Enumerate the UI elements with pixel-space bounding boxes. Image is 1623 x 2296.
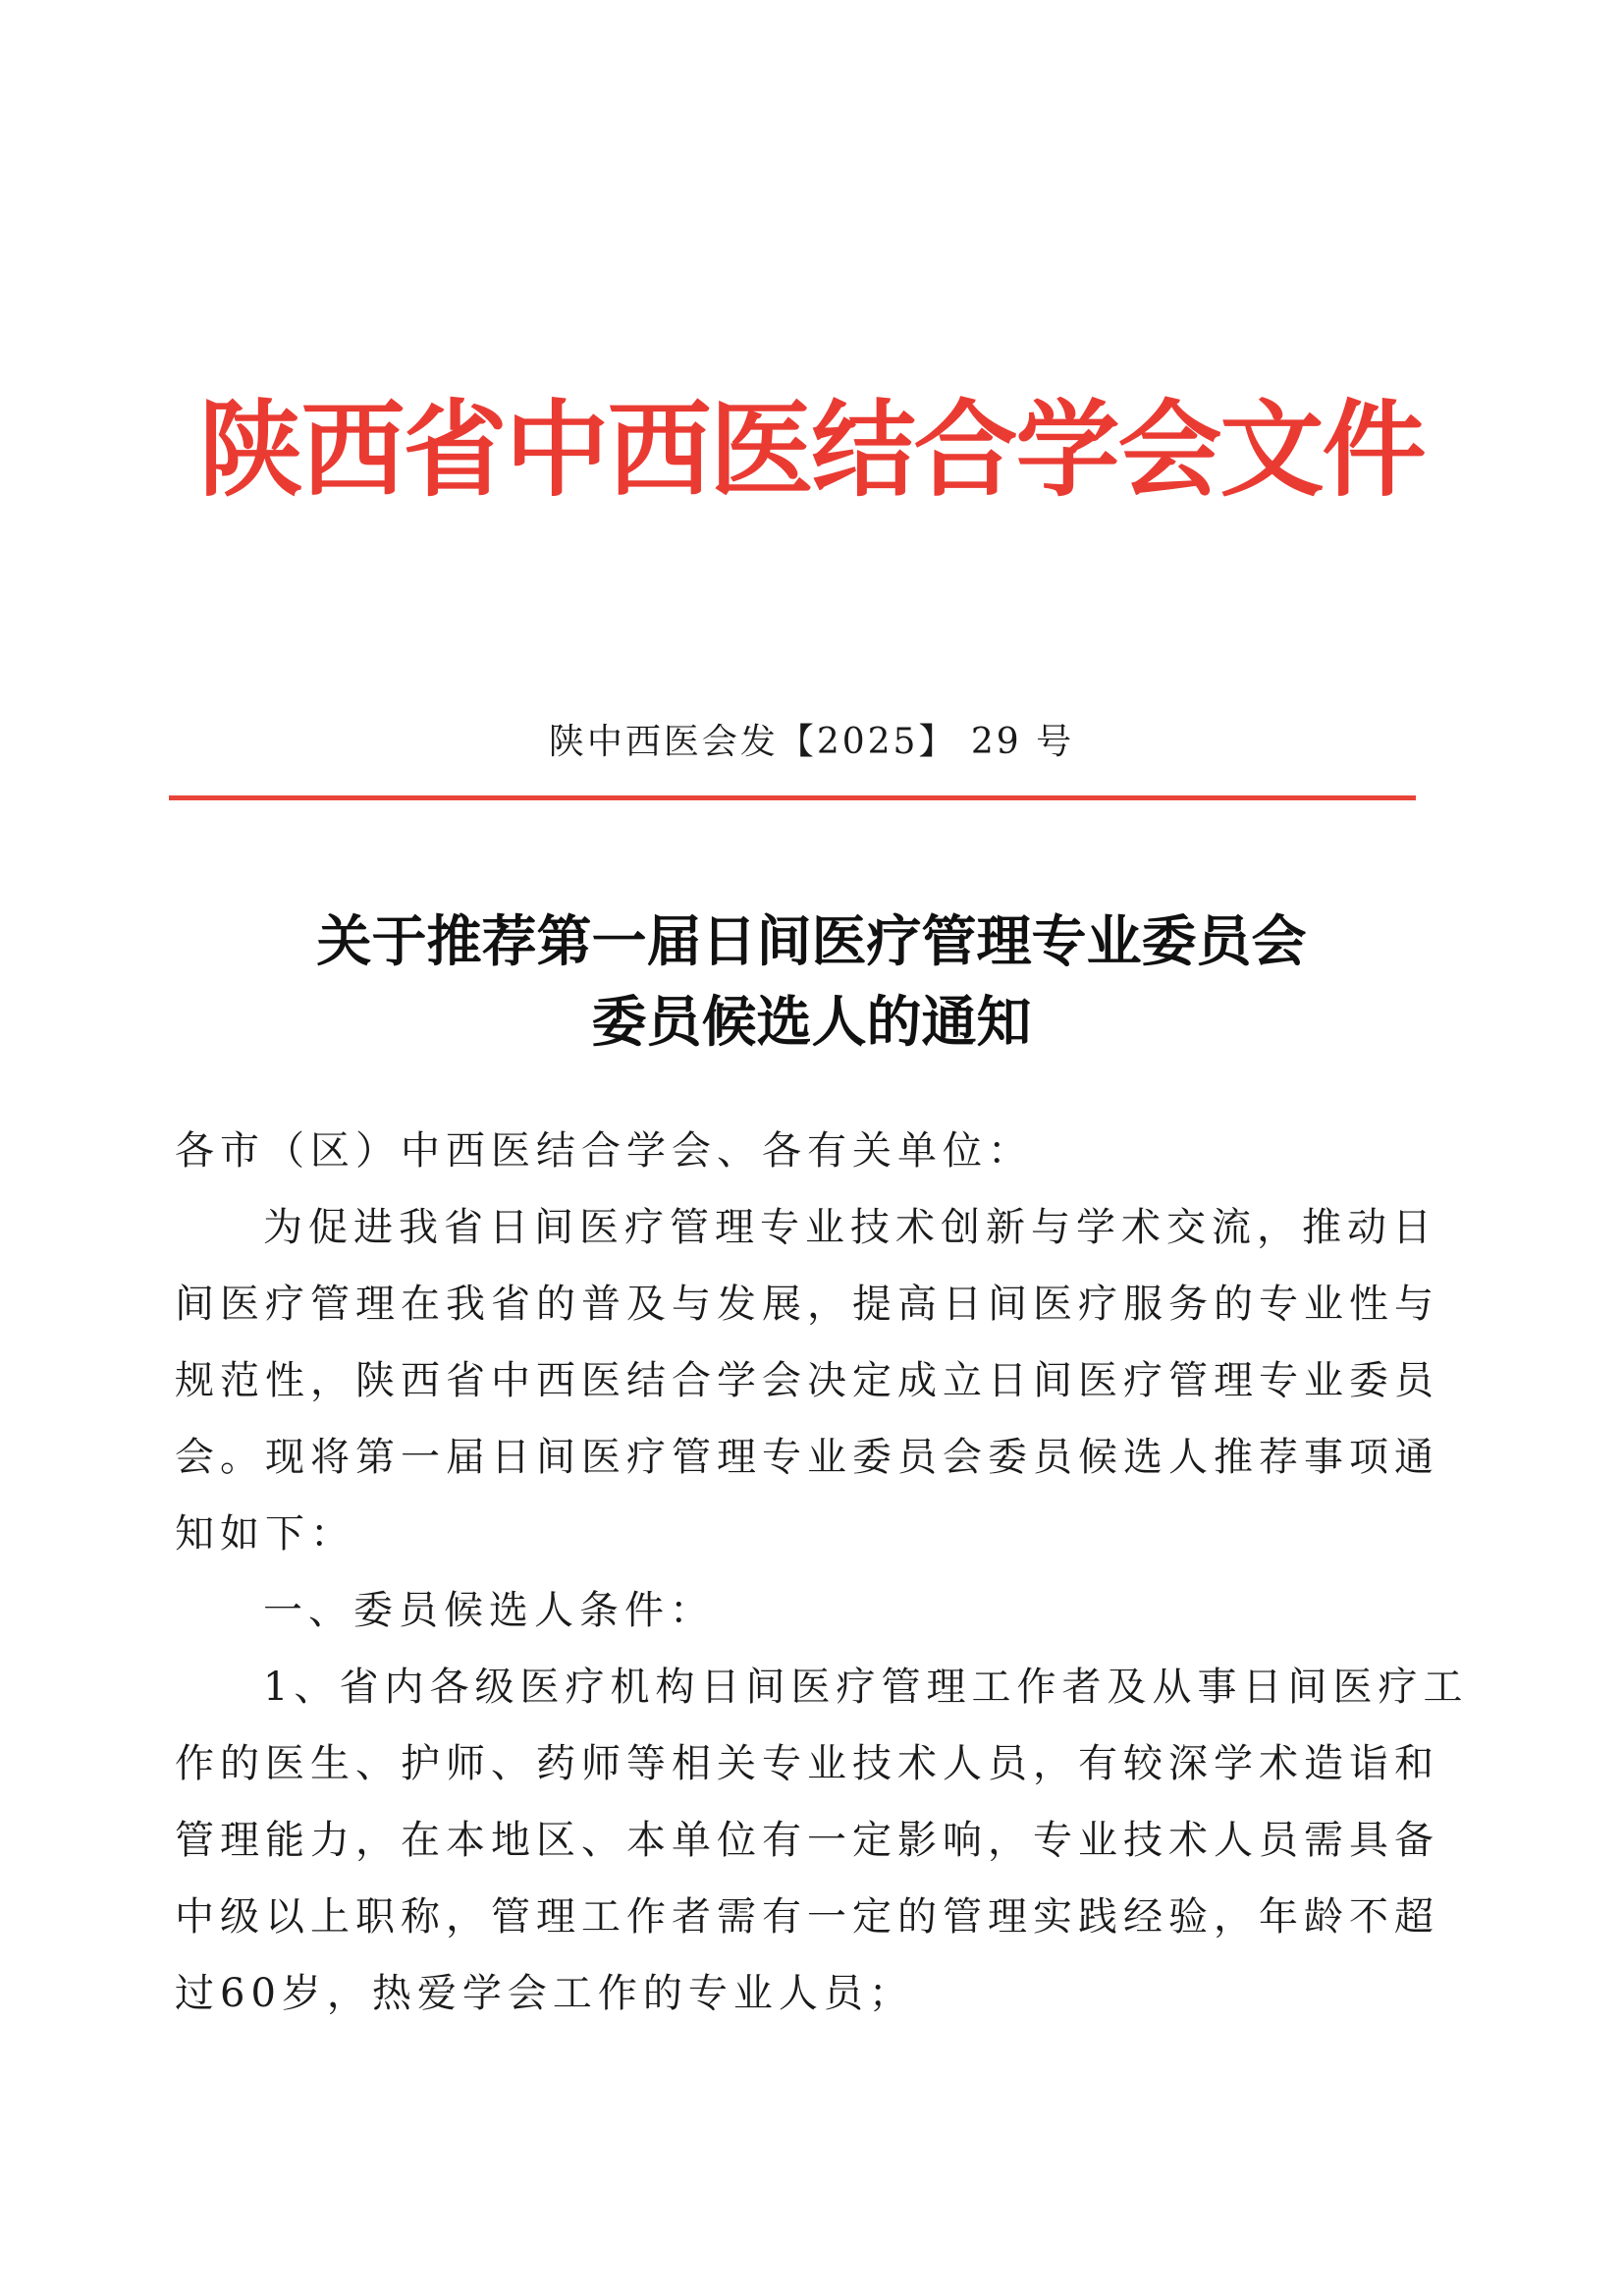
paragraph-line: 管理能力，在本地区、本单位有一定影响，专业技术人员需具备 [175,1818,1439,1863]
paragraph-line: 为促进我省日间医疗管理专业技术创新与学术交流，推动日 [263,1205,1437,1250]
salutation: 各市（区）中西医结合学会、各有关单位： [175,1128,1033,1174]
paragraph-line: 知如下： [175,1511,355,1557]
paragraph-line: 1、省内各级医疗机构日间医疗管理工作者及从事日间医疗工 [263,1665,1469,1710]
paragraph-line: 中级以上职称，管理工作者需有一定的管理实践经验，年龄不超 [175,1894,1439,1940]
red-divider-line [169,795,1416,800]
notice-title-line-1: 关于推荐第一届日间医疗管理专业委员会 [316,910,1307,974]
paragraph-line: 会。现将第一届日间医疗管理专业委员会委员候选人推荐事项通 [175,1435,1439,1480]
paragraph-line: 过60岁，热爱学会工作的专业人员； [175,1971,914,2016]
document-number: 陕中西医会发【2025】 29 号 [548,722,1075,762]
section-heading: 一、委员候选人条件： [263,1588,715,1633]
paragraph-line: 间医疗管理在我省的普及与发展，提高日间医疗服务的专业性与 [175,1282,1439,1327]
letterhead-title: 陕西省中西医结合学会文件 [198,388,1425,511]
paragraph-line: 规范性，陕西省中西医结合学会决定成立日间医疗管理专业委员 [175,1358,1439,1403]
notice-title-line-2: 委员候选人的通知 [591,991,1032,1055]
paragraph-line: 作的医生、护师、药师等相关专业技术人员，有较深学术造诣和 [175,1741,1439,1786]
